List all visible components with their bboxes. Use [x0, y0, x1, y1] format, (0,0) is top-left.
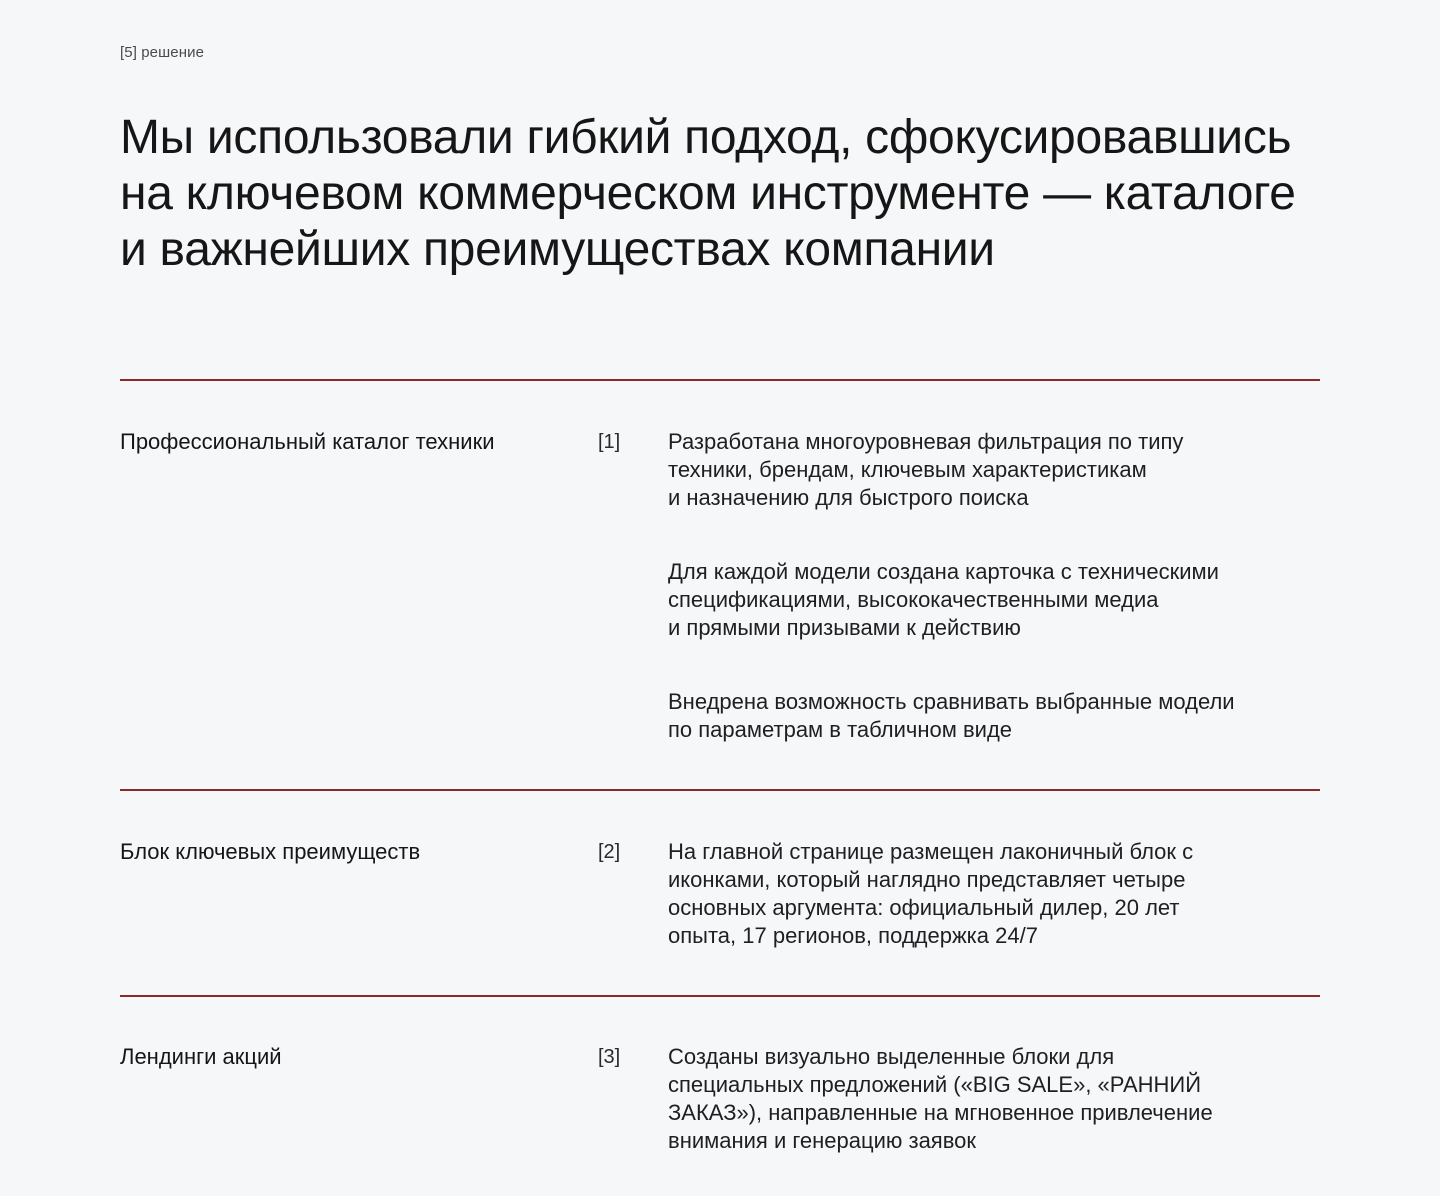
- headline: Мы использовали гибкий подход, сфокусировавшись на ключевом коммерческом инструменте — каталоге и важнейших преимуществах компании: [120, 111, 1296, 276]
- row-index: [1]: [598, 431, 621, 453]
- row-paragraph: Для каждой модели создана карточка с техническими спецификациями, высококачественными медиа и прямыми призывами к действию: [668, 559, 1219, 640]
- row-index: [3]: [598, 1046, 621, 1068]
- row-title: Лендинги акций: [120, 1044, 282, 1069]
- row-paragraph: Созданы визуально выделенные блоки для специальных предложений («BIG SALE», «РАННИЙ ЗАКАЗ»), направленные на мгновенное привлечение внимания и генерацию заявок: [668, 1044, 1213, 1153]
- divider: [120, 995, 1320, 997]
- row-paragraph: Разработана многоуровневая фильтрация по типу техники, брендам, ключевым характеристикам и назначению для быстрого поиска: [668, 429, 1184, 510]
- row-body: [668, 1043, 1320, 1155]
- section-label: [5] решение: [120, 44, 205, 61]
- row-body: [668, 838, 1320, 950]
- divider: [120, 379, 1320, 381]
- row-paragraph: На главной странице размещен лаконичный блок с иконками, который наглядно представляет четыре основных аргумента: официальный дилер, 20 лет опыта, 17 регионов, поддержка 24/7: [668, 839, 1194, 948]
- row-title: Профессиональный каталог техники: [120, 429, 495, 454]
- row-paragraph: Внедрена возможность сравнивать выбранные модели по параметрам в табличном виде: [668, 689, 1235, 742]
- row-body: [668, 428, 1320, 744]
- row-index: [2]: [598, 841, 621, 863]
- divider: [120, 789, 1320, 791]
- row-title: Блок ключевых преимуществ: [120, 839, 421, 864]
